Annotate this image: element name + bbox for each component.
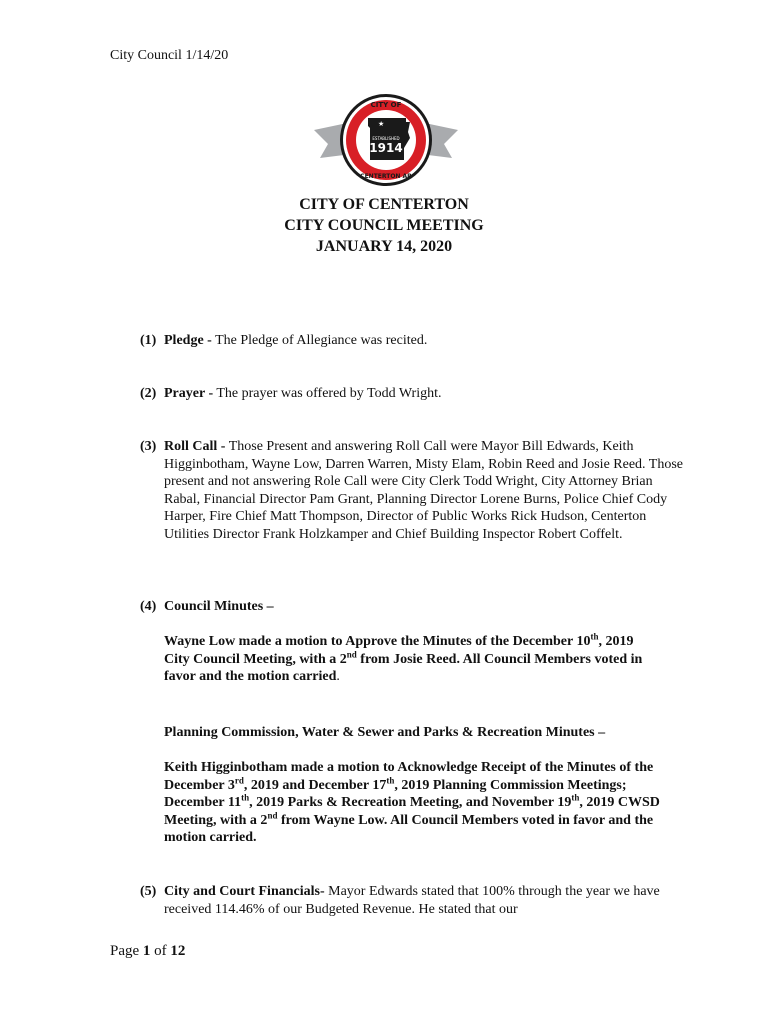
- city-seal-logo: [312, 92, 460, 192]
- minutes-subheading: Planning Commission, Water & Sewer and Parks & Recreation Minutes –: [164, 725, 606, 740]
- item-prayer: (2) Prayer - The prayer was offered by Todd Wright.: [140, 386, 442, 401]
- item-pledge: (1) Pledge - The Pledge of Allegiance was recited.: [140, 333, 428, 348]
- svg-text:CITY OF: CITY OF: [370, 101, 402, 109]
- item-council-minutes: (4) Council Minutes –: [140, 599, 274, 614]
- title-line-2: CITY COUNCIL MEETING: [284, 217, 484, 234]
- minutes-motion-1: Wayne Low made a motion to Approve the Minutes of the December 10th, 2019 City Council Meeting, with a 2nd from Josie Reed. All Council Members voted in favor and the motion carried.: [164, 631, 643, 685]
- item-financials: (5) City and Court Financials- Mayor Edwards stated that 100% through the year we have received 114.46% of our Budgeted Revenue. He stated that our: [140, 884, 660, 917]
- page-footer: Page 1 of 12: [110, 943, 186, 959]
- svg-text:ESTABLISHED: ESTABLISHED: [372, 136, 400, 141]
- svg-text:1914: 1914: [369, 141, 403, 155]
- item-roll-call: (3) Roll Call - Those Present and answering Roll Call were Mayor Bill Edwards, Keith Higginbotham, Wayne Low, Darren Warren, Misty Elam, Robin Reed and Josie Reed. Those present and not answering Role Call were City Clerk Todd Wright, City Attorney Brian Rabal, Financial Director Pam Grant, Planning Director Lorene Burns, Police Chief Cody Harper, Fire Chief Matt Thompson, Director of Public Works Rick Hudson, Centerton Utilities Director Frank Holzkamper and Chief Building Inspector Robert Coffelt.: [140, 439, 684, 542]
- document-title: [0, 194, 770, 257]
- minutes-motion-2: Keith Higginbotham made a motion to Acknowledge Receipt of the Minutes of the December 3rd, 2019 and December 17th, 2019 Planning Commission Meetings; December 11th, 2019 Parks & Recreation Meeting, and November 19th, 2019 CWSD Meeting, with a 2nd from Wayne Low. All Council Members voted in favor and the motion carried.: [164, 760, 660, 846]
- running-header: City Council 1/14/20: [110, 48, 229, 63]
- title-line-3: JANUARY 14, 2020: [315, 238, 453, 255]
- title-line-1: CITY OF CENTERTON: [299, 196, 469, 213]
- svg-text:★: ★: [378, 120, 385, 128]
- svg-text:CENTERTON AR: CENTERTON AR: [360, 173, 412, 180]
